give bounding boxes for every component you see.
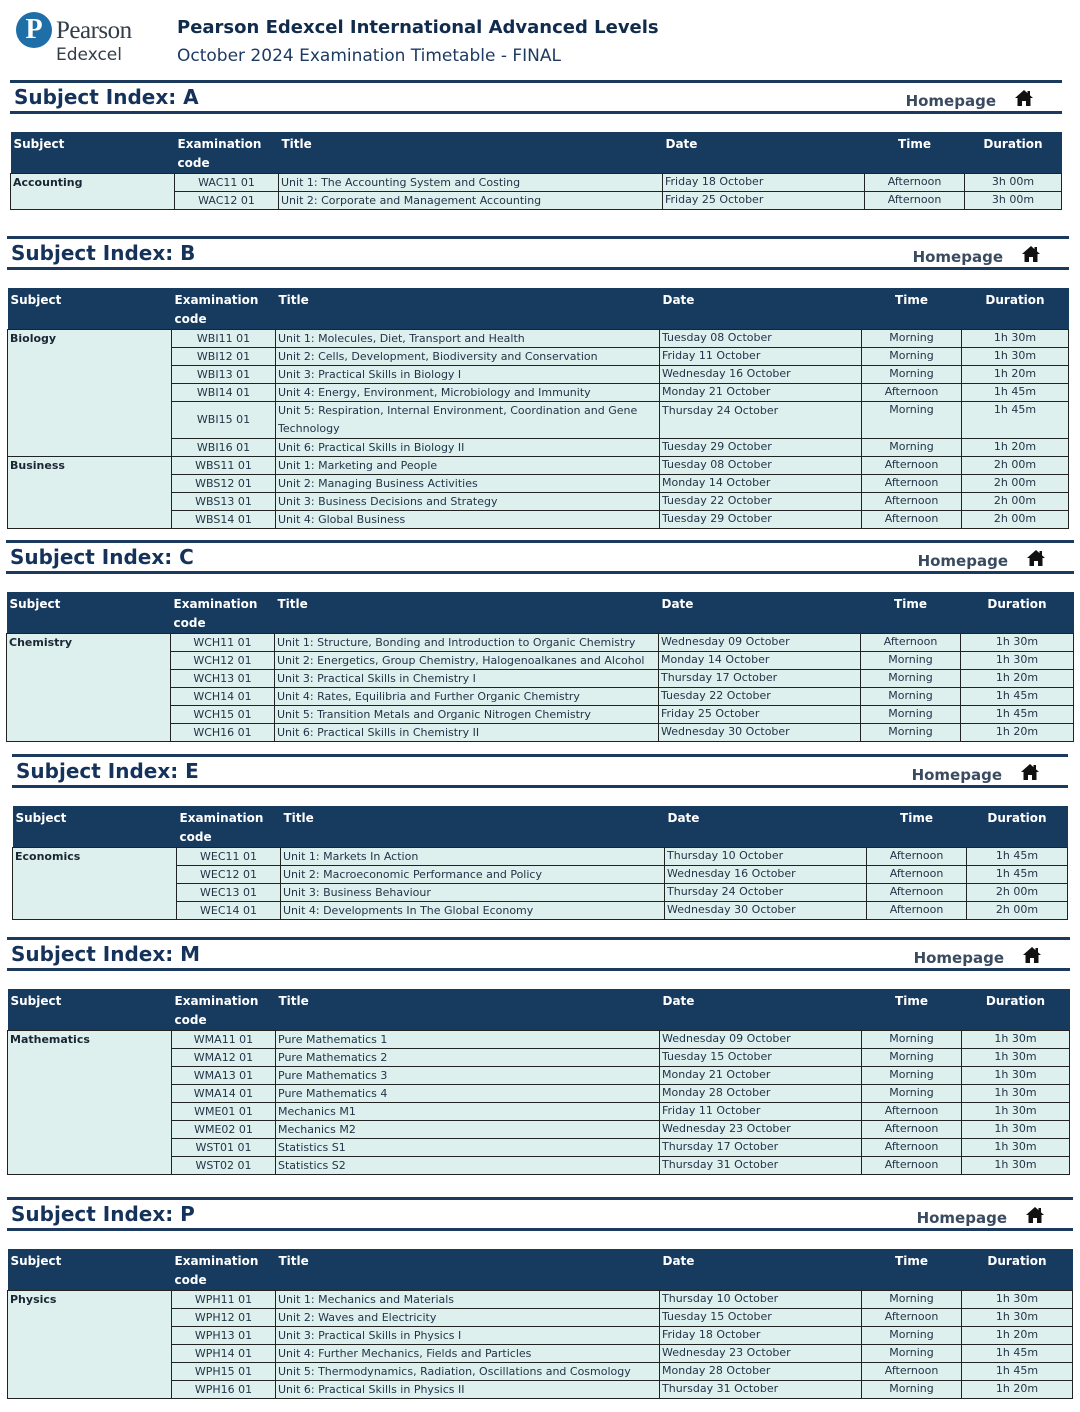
home-icon[interactable] (1025, 1206, 1045, 1224)
subject-index-bar (10, 80, 1062, 114)
exam-code-cell: WAC12 01 (175, 192, 279, 210)
exam-date-cell: Wednesday 30 October (665, 902, 867, 920)
exam-title-cell: Unit 1: Mechanics and Materials (276, 1291, 660, 1309)
exam-date-cell: Wednesday 16 October (660, 366, 862, 384)
exam-duration-cell: 1h 20m (961, 670, 1074, 688)
exam-title-cell: Pure Mathematics 4 (276, 1085, 660, 1103)
exam-duration-cell: 1h 30m (962, 1049, 1070, 1067)
exam-duration-cell: 2h 00m (962, 457, 1069, 475)
exam-title-cell: Unit 2: Managing Business Activities (276, 475, 660, 493)
exam-code-cell: WEC13 01 (177, 884, 281, 902)
exam-time-cell: Morning (861, 724, 961, 742)
exam-date-cell: Tuesday 15 October (660, 1049, 862, 1067)
exam-duration-cell: 1h 30m (962, 1139, 1070, 1157)
exam-date-cell: Wednesday 23 October (660, 1345, 862, 1363)
exam-date-cell: Friday 11 October (660, 348, 862, 366)
exam-date-cell: Wednesday 30 October (659, 724, 861, 742)
exam-code-cell: WBI13 01 (172, 366, 276, 384)
column-header-title: Title (279, 132, 663, 174)
subject-name-cell: Mathematics (8, 1031, 172, 1175)
exam-time-cell: Morning (862, 348, 962, 366)
table-row (8, 330, 1069, 348)
exam-timetable-table (7, 288, 1069, 529)
exam-code-cell: WPH16 01 (172, 1381, 276, 1399)
exam-code-cell: WPH12 01 (172, 1309, 276, 1327)
pearson-logo-icon: P (16, 12, 52, 48)
exam-code-cell: WMA12 01 (172, 1049, 276, 1067)
exam-title-cell: Unit 2: Cells, Development, Biodiversity and Conservation (276, 348, 660, 366)
exam-date-cell: Monday 14 October (659, 652, 861, 670)
exam-time-cell: Afternoon (862, 1139, 962, 1157)
exam-title-cell: Unit 4: Further Mechanics, Fields and Particles (276, 1345, 660, 1363)
exam-time-cell: Afternoon (865, 192, 965, 210)
exam-title-cell: Unit 4: Developments In The Global Economy (281, 902, 665, 920)
exam-code-cell: WST01 01 (172, 1139, 276, 1157)
exam-time-cell: Afternoon (861, 634, 961, 652)
exam-time-cell: Afternoon (862, 1363, 962, 1381)
subject-index-heading: Subject Index: M (11, 942, 201, 966)
exam-time-cell: Afternoon (862, 1157, 962, 1175)
exam-duration-cell: 1h 30m (962, 1157, 1070, 1175)
exam-code-cell: WME02 01 (172, 1121, 276, 1139)
exam-title-cell: Unit 5: Respiration, Internal Environment, Coordination and Gene Technology (276, 402, 660, 439)
exam-title-cell: Unit 1: The Accounting System and Costing (279, 174, 663, 192)
home-icon[interactable] (1020, 763, 1040, 781)
exam-date-cell: Friday 18 October (660, 1327, 862, 1345)
table-header-row (11, 132, 1062, 174)
column-header-duration: Duration (961, 592, 1074, 634)
exam-duration-cell: 1h 30m (962, 348, 1069, 366)
homepage-link[interactable]: Homepage (911, 766, 1002, 784)
exam-title-cell: Statistics S1 (276, 1139, 660, 1157)
exam-code-cell: WMA13 01 (172, 1067, 276, 1085)
subject-index-bar (7, 236, 1069, 270)
exam-duration-cell: 1h 20m (962, 439, 1069, 457)
exam-time-cell: Afternoon (862, 384, 962, 402)
column-header-code: Examination code (172, 288, 276, 330)
home-icon[interactable] (1021, 245, 1041, 263)
exam-duration-cell: 1h 30m (961, 652, 1074, 670)
exam-duration-cell: 1h 30m (962, 1291, 1073, 1309)
exam-date-cell: Tuesday 29 October (660, 511, 862, 529)
exam-duration-cell: 1h 45m (962, 402, 1069, 439)
exam-date-cell: Monday 28 October (660, 1085, 862, 1103)
exam-duration-cell: 1h 45m (967, 848, 1068, 866)
exam-time-cell: Morning (862, 330, 962, 348)
column-header-subject: Subject (8, 989, 172, 1031)
logo-wordmark-edexcel: Edexcel (56, 45, 122, 65)
column-header-duration: Duration (962, 989, 1070, 1031)
subject-name-cell: Biology (8, 330, 172, 457)
exam-time-cell: Morning (862, 1085, 962, 1103)
exam-code-cell: WME01 01 (172, 1103, 276, 1121)
exam-date-cell: Monday 14 October (660, 475, 862, 493)
exam-title-cell: Unit 1: Markets In Action (281, 848, 665, 866)
subject-index-heading: Subject Index: A (14, 85, 199, 109)
logo-wordmark-pearson: Pearson (56, 17, 132, 44)
exam-duration-cell: 1h 45m (962, 1345, 1073, 1363)
exam-time-cell: Morning (862, 1291, 962, 1309)
exam-date-cell: Tuesday 22 October (659, 688, 861, 706)
table-row (7, 634, 1074, 652)
pearson-edexcel-logo (16, 12, 146, 70)
subject-index-heading: Subject Index: B (11, 241, 196, 265)
exam-date-cell: Thursday 31 October (660, 1381, 862, 1399)
column-header-code: Examination code (172, 989, 276, 1031)
column-header-time: Time (862, 1249, 962, 1291)
exam-time-cell: Morning (862, 402, 962, 439)
exam-title-cell: Pure Mathematics 2 (276, 1049, 660, 1067)
column-header-date: Date (660, 1249, 862, 1291)
exam-time-cell: Afternoon (862, 1103, 962, 1121)
exam-code-cell: WBI12 01 (172, 348, 276, 366)
table-row (8, 457, 1069, 475)
exam-date-cell: Tuesday 08 October (660, 457, 862, 475)
exam-date-cell: Thursday 31 October (660, 1157, 862, 1175)
exam-duration-cell: 1h 30m (962, 1085, 1070, 1103)
exam-duration-cell: 1h 30m (962, 1031, 1070, 1049)
exam-duration-cell: 1h 30m (962, 330, 1069, 348)
exam-date-cell: Friday 25 October (659, 706, 861, 724)
section-index-a (10, 80, 1062, 210)
exam-time-cell: Afternoon (867, 902, 967, 920)
section-index-p (7, 1197, 1073, 1399)
exam-duration-cell: 3h 00m (965, 174, 1062, 192)
column-header-time: Time (867, 806, 967, 848)
exam-title-cell: Unit 3: Business Decisions and Strategy (276, 493, 660, 511)
exam-code-cell: WST02 01 (172, 1157, 276, 1175)
exam-time-cell: Afternoon (862, 475, 962, 493)
exam-title-cell: Unit 5: Thermodynamics, Radiation, Oscillations and Cosmology (276, 1363, 660, 1381)
exam-code-cell: WBI14 01 (172, 384, 276, 402)
exam-title-cell: Unit 2: Energetics, Group Chemistry, Halogenoalkanes and Alcohol (275, 652, 659, 670)
exam-date-cell: Thursday 24 October (665, 884, 867, 902)
exam-code-cell: WBS12 01 (172, 475, 276, 493)
column-header-code: Examination code (171, 592, 275, 634)
table-header-row (7, 592, 1074, 634)
section-index-e (12, 754, 1068, 920)
exam-code-cell: WBI16 01 (172, 439, 276, 457)
exam-date-cell: Friday 11 October (660, 1103, 862, 1121)
exam-code-cell: WAC11 01 (175, 174, 279, 192)
exam-timetable-table (7, 1249, 1073, 1399)
column-header-code: Examination code (172, 1249, 276, 1291)
exam-date-cell: Wednesday 16 October (665, 866, 867, 884)
exam-title-cell: Unit 6: Practical Skills in Chemistry II (275, 724, 659, 742)
exam-code-cell: WPH14 01 (172, 1345, 276, 1363)
exam-code-cell: WCH11 01 (171, 634, 275, 652)
exam-code-cell: WCH15 01 (171, 706, 275, 724)
subject-name-cell: Accounting (11, 174, 175, 210)
subject-index-bar (12, 754, 1068, 788)
homepage-link[interactable]: Homepage (916, 1209, 1007, 1227)
exam-timetable-table (6, 592, 1074, 742)
exam-duration-cell: 1h 30m (962, 1067, 1070, 1085)
exam-time-cell: Morning (862, 1049, 962, 1067)
table-header-row (8, 1249, 1073, 1291)
exam-title-cell: Unit 2: Macroeconomic Performance and Policy (281, 866, 665, 884)
exam-date-cell: Tuesday 22 October (660, 493, 862, 511)
exam-duration-cell: 1h 20m (962, 1381, 1073, 1399)
exam-duration-cell: 2h 00m (962, 475, 1069, 493)
exam-duration-cell: 2h 00m (962, 493, 1069, 511)
column-header-date: Date (660, 989, 862, 1031)
column-header-date: Date (660, 288, 862, 330)
exam-code-cell: WBS14 01 (172, 511, 276, 529)
exam-code-cell: WCH16 01 (171, 724, 275, 742)
exam-time-cell: Morning (862, 1031, 962, 1049)
exam-duration-cell: 3h 00m (965, 192, 1062, 210)
exam-date-cell: Wednesday 23 October (660, 1121, 862, 1139)
exam-time-cell: Morning (862, 1381, 962, 1399)
exam-title-cell: Pure Mathematics 3 (276, 1067, 660, 1085)
exam-title-cell: Unit 3: Practical Skills in Biology I (276, 366, 660, 384)
column-header-duration: Duration (965, 132, 1062, 174)
exam-title-cell: Unit 1: Structure, Bonding and Introduction to Organic Chemistry (275, 634, 659, 652)
exam-code-cell: WEC11 01 (177, 848, 281, 866)
exam-duration-cell: 1h 30m (961, 634, 1074, 652)
exam-title-cell: Unit 1: Molecules, Diet, Transport and Health (276, 330, 660, 348)
exam-date-cell: Friday 18 October (663, 174, 865, 192)
column-header-subject: Subject (11, 132, 175, 174)
column-header-date: Date (659, 592, 861, 634)
subject-index-bar (7, 937, 1070, 971)
exam-date-cell: Monday 21 October (660, 1067, 862, 1085)
exam-duration-cell: 2h 00m (962, 511, 1069, 529)
exam-time-cell: Afternoon (862, 493, 962, 511)
exam-date-cell: Wednesday 09 October (660, 1031, 862, 1049)
exam-time-cell: Morning (862, 1067, 962, 1085)
exam-code-cell: WBI11 01 (172, 330, 276, 348)
table-row (11, 174, 1062, 192)
exam-time-cell: Morning (861, 688, 961, 706)
column-header-title: Title (276, 288, 660, 330)
exam-timetable-table (10, 132, 1062, 210)
column-header-duration: Duration (962, 288, 1069, 330)
exam-date-cell: Tuesday 29 October (660, 439, 862, 457)
exam-date-cell: Monday 28 October (660, 1363, 862, 1381)
exam-code-cell: WPH15 01 (172, 1363, 276, 1381)
exam-duration-cell: 1h 45m (961, 688, 1074, 706)
exam-title-cell: Mechanics M1 (276, 1103, 660, 1121)
exam-date-cell: Thursday 24 October (660, 402, 862, 439)
exam-time-cell: Morning (862, 1345, 962, 1363)
exam-duration-cell: 1h 45m (962, 1363, 1073, 1381)
section-index-c (6, 540, 1074, 742)
column-header-title: Title (281, 806, 665, 848)
column-header-title: Title (276, 989, 660, 1031)
exam-title-cell: Unit 2: Corporate and Management Accounting (279, 192, 663, 210)
table-header-row (8, 288, 1069, 330)
exam-time-cell: Afternoon (862, 1121, 962, 1139)
column-header-time: Time (861, 592, 961, 634)
exam-time-cell: Morning (861, 670, 961, 688)
home-icon[interactable] (1026, 549, 1046, 567)
exam-title-cell: Unit 3: Business Behaviour (281, 884, 665, 902)
exam-title-cell: Statistics S2 (276, 1157, 660, 1175)
exam-code-cell: WBI15 01 (172, 402, 276, 439)
exam-code-cell: WCH12 01 (171, 652, 275, 670)
exam-code-cell: WMA11 01 (172, 1031, 276, 1049)
column-header-time: Time (862, 989, 962, 1031)
exam-title-cell: Unit 6: Practical Skills in Physics II (276, 1381, 660, 1399)
homepage-link[interactable]: Homepage (917, 552, 1008, 570)
column-header-subject: Subject (8, 1249, 172, 1291)
exam-time-cell: Afternoon (862, 457, 962, 475)
exam-time-cell: Morning (861, 652, 961, 670)
exam-duration-cell: 1h 30m (962, 1121, 1070, 1139)
column-header-subject: Subject (7, 592, 171, 634)
exam-time-cell: Afternoon (867, 848, 967, 866)
exam-duration-cell: 2h 00m (967, 884, 1068, 902)
exam-date-cell: Thursday 17 October (660, 1139, 862, 1157)
exam-date-cell: Thursday 17 October (659, 670, 861, 688)
column-header-date: Date (665, 806, 867, 848)
home-icon[interactable] (1014, 89, 1034, 107)
homepage-link[interactable]: Homepage (913, 949, 1004, 967)
exam-time-cell: Morning (862, 366, 962, 384)
exam-code-cell: WPH13 01 (172, 1327, 276, 1345)
column-header-time: Time (865, 132, 965, 174)
exam-time-cell: Afternoon (862, 511, 962, 529)
subject-name-cell: Chemistry (7, 634, 171, 742)
exam-date-cell: Friday 25 October (663, 192, 865, 210)
homepage-link[interactable]: Homepage (912, 248, 1003, 266)
document-header (0, 0, 1080, 76)
exam-duration-cell: 1h 45m (962, 384, 1069, 402)
exam-date-cell: Thursday 10 October (665, 848, 867, 866)
subject-index-bar (7, 1197, 1073, 1231)
exam-time-cell: Morning (862, 1327, 962, 1345)
subject-index-bar (6, 540, 1074, 574)
exam-duration-cell: 1h 20m (961, 724, 1074, 742)
exam-duration-cell: 1h 45m (961, 706, 1074, 724)
table-header-row (13, 806, 1068, 848)
exam-code-cell: WEC14 01 (177, 902, 281, 920)
exam-title-cell: Unit 3: Practical Skills in Physics I (276, 1327, 660, 1345)
subject-index-heading: Subject Index: E (16, 759, 199, 783)
column-header-title: Title (275, 592, 659, 634)
exam-duration-cell: 1h 30m (962, 1103, 1070, 1121)
subject-index-heading: Subject Index: C (10, 545, 194, 569)
exam-title-cell: Unit 1: Marketing and People (276, 457, 660, 475)
column-header-time: Time (862, 288, 962, 330)
exam-time-cell: Afternoon (867, 866, 967, 884)
exam-time-cell: Morning (861, 706, 961, 724)
exam-time-cell: Afternoon (862, 1309, 962, 1327)
subject-index-heading: Subject Index: P (11, 1202, 195, 1226)
table-header-row (8, 989, 1070, 1031)
column-header-code: Examination code (175, 132, 279, 174)
exam-title-cell: Unit 5: Transition Metals and Organic Nitrogen Chemistry (275, 706, 659, 724)
exam-title-cell: Unit 4: Energy, Environment, Microbiology and Immunity (276, 384, 660, 402)
exam-code-cell: WBS11 01 (172, 457, 276, 475)
exam-time-cell: Morning (862, 439, 962, 457)
column-header-subject: Subject (8, 288, 172, 330)
column-header-duration: Duration (967, 806, 1068, 848)
column-header-title: Title (276, 1249, 660, 1291)
exam-title-cell: Unit 2: Waves and Electricity (276, 1309, 660, 1327)
exam-duration-cell: 1h 20m (962, 1327, 1073, 1345)
column-header-duration: Duration (962, 1249, 1073, 1291)
exam-duration-cell: 1h 45m (967, 866, 1068, 884)
exam-code-cell: WCH13 01 (171, 670, 275, 688)
exam-duration-cell: 1h 20m (962, 366, 1069, 384)
table-row (8, 1291, 1073, 1309)
home-icon[interactable] (1022, 946, 1042, 964)
subject-name-cell: Physics (8, 1291, 172, 1399)
section-index-m (7, 937, 1070, 1175)
document-subtitle: October 2024 Examination Timetable - FINAL (177, 46, 561, 66)
table-row (8, 1031, 1070, 1049)
column-header-code: Examination code (177, 806, 281, 848)
table-row (13, 848, 1068, 866)
exam-timetable-table (7, 989, 1070, 1175)
exam-date-cell: Tuesday 15 October (660, 1309, 862, 1327)
exam-date-cell: Monday 21 October (660, 384, 862, 402)
column-header-subject: Subject (13, 806, 177, 848)
exam-date-cell: Thursday 10 October (660, 1291, 862, 1309)
exam-title-cell: Unit 6: Practical Skills in Biology II (276, 439, 660, 457)
exam-title-cell: Mechanics M2 (276, 1121, 660, 1139)
exam-title-cell: Unit 4: Rates, Equilibria and Further Organic Chemistry (275, 688, 659, 706)
exam-timetable-table (12, 806, 1068, 920)
exam-date-cell: Tuesday 08 October (660, 330, 862, 348)
column-header-date: Date (663, 132, 865, 174)
subject-name-cell: Business (8, 457, 172, 529)
exam-code-cell: WPH11 01 (172, 1291, 276, 1309)
section-index-b (7, 236, 1069, 529)
exam-date-cell: Wednesday 09 October (659, 634, 861, 652)
homepage-link[interactable]: Homepage (905, 92, 996, 110)
exam-code-cell: WCH14 01 (171, 688, 275, 706)
exam-code-cell: WBS13 01 (172, 493, 276, 511)
subject-name-cell: Economics (13, 848, 177, 920)
exam-title-cell: Pure Mathematics 1 (276, 1031, 660, 1049)
exam-time-cell: Afternoon (865, 174, 965, 192)
exam-time-cell: Afternoon (867, 884, 967, 902)
exam-title-cell: Unit 3: Practical Skills in Chemistry I (275, 670, 659, 688)
document-title: Pearson Edexcel International Advanced Levels (177, 17, 659, 38)
exam-duration-cell: 2h 00m (967, 902, 1068, 920)
exam-code-cell: WMA14 01 (172, 1085, 276, 1103)
exam-code-cell: WEC12 01 (177, 866, 281, 884)
exam-duration-cell: 1h 30m (962, 1309, 1073, 1327)
exam-title-cell: Unit 4: Global Business (276, 511, 660, 529)
